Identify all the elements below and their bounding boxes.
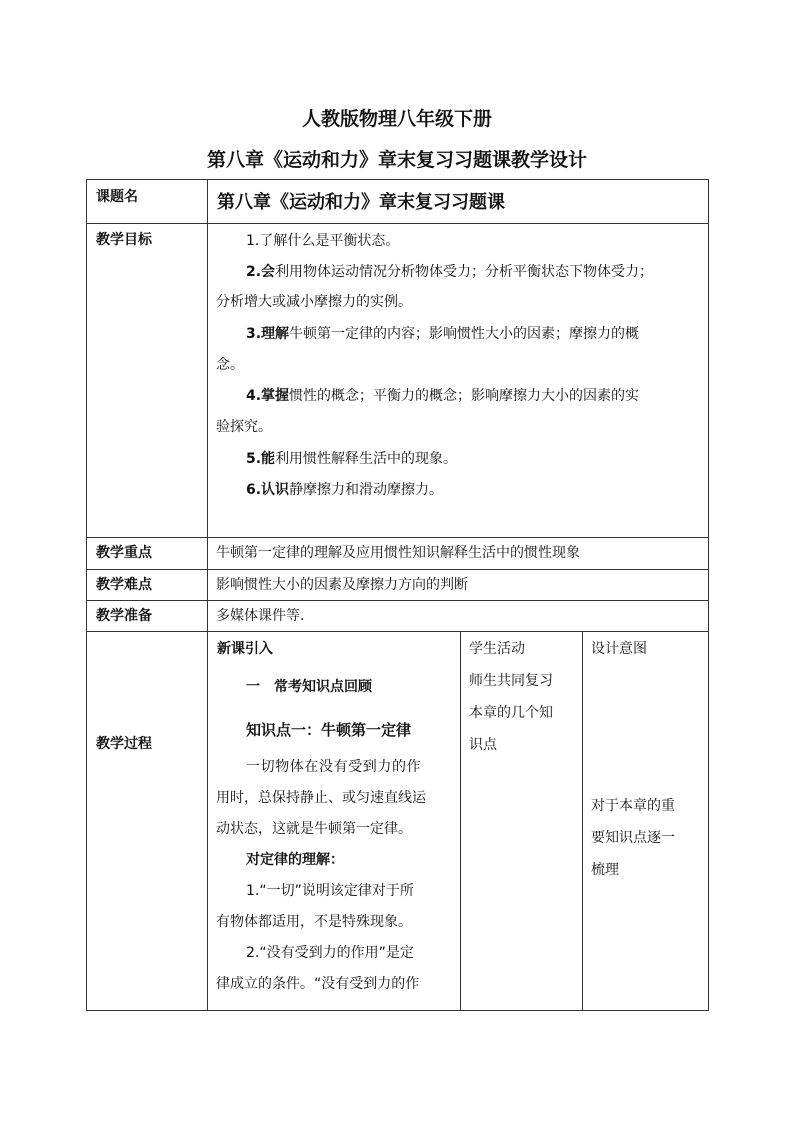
goal-2-text: 利用物体运动情况分析物体受力；分析平衡状态下物体受力； <box>275 264 654 280</box>
process-section-heading: 一 常考知识点回顾 <box>246 679 372 695</box>
column-border <box>582 631 583 1011</box>
goal-6-text: 静摩擦力和滑动摩擦力。 <box>289 482 444 498</box>
process-label: 教学过程 <box>96 736 152 752</box>
topic-value: 第八章《运动和力》章末复习习题课 <box>217 192 505 213</box>
topic-label: 课题名 <box>96 189 138 205</box>
column-border <box>460 631 461 1011</box>
document-title: 人教版物理八年级下册 <box>301 108 492 130</box>
law-text-line: 一切物体在没有受到力的作 <box>246 759 422 775</box>
goal-1 <box>246 231 399 251</box>
goal-4-prefix: 4.掌握 <box>246 388 290 404</box>
goal-6 <box>246 480 443 500</box>
prep-value: 多媒体课件等. <box>216 608 305 624</box>
prep-label: 教学准备 <box>96 608 152 624</box>
goal-3-text: 牛顿第一定律的内容；影响惯性大小的因素；摩擦力的概 <box>289 326 640 342</box>
goal-2-prefix: 2.会 <box>246 264 276 280</box>
column-border <box>207 179 208 1011</box>
student-activity-text: 本章的几个知 <box>469 705 553 721</box>
goal-5 <box>246 449 457 469</box>
understanding-point-1: 1.“一切”说明该定律对于所 <box>246 883 414 899</box>
goal-2 <box>246 262 653 282</box>
key-value: 牛顿第一定律的理解及应用惯性知识解释生活中的惯性现象 <box>216 545 580 561</box>
row-border <box>86 1010 709 1011</box>
goal-3-prefix: 3.理解 <box>246 326 290 342</box>
row-border <box>86 537 709 538</box>
design-intent-text: 要知识点逐一 <box>591 830 675 846</box>
goals-label: 教学目标 <box>96 232 152 248</box>
key-label: 教学重点 <box>96 545 152 561</box>
row-border <box>86 223 709 224</box>
goal-4-continued: 验探究。 <box>216 419 272 435</box>
goal-5-text: 利用惯性解释生活中的现象。 <box>275 451 458 467</box>
goal-1-text: 1.了解什么是平衡状态。 <box>246 233 400 249</box>
student-activity-text: 师生共同复习 <box>469 673 553 689</box>
law-text-line: 用时，总保持静止、或匀速直线运 <box>216 790 426 806</box>
column-border <box>708 179 709 1011</box>
goal-4-text: 惯性的概念；平衡力的概念；影响摩擦力大小的因素的实 <box>289 388 640 404</box>
row-border <box>86 569 709 570</box>
row-border <box>86 179 709 180</box>
document-subtitle: 第八章《运动和力》章末复习习题课教学设计 <box>206 149 587 171</box>
understanding-heading: 对定律的理解： <box>246 852 344 868</box>
row-border <box>86 631 709 632</box>
law-text-line: 动状态，这就是牛顿第一定律。 <box>216 821 412 837</box>
goal-3 <box>246 324 639 344</box>
design-intent-text: 梳理 <box>591 862 619 878</box>
goal-4 <box>246 386 639 406</box>
understanding-point-2-continued: 律成立的条件。“没有受到力的作 <box>216 976 420 992</box>
goal-5-prefix: 5.能 <box>246 451 276 467</box>
goal-6-prefix: 6.认识 <box>246 482 290 498</box>
student-activity-text: 识点 <box>469 737 497 753</box>
design-intent-heading: 设计意图 <box>591 641 647 657</box>
knowledge-point-heading: 知识点一：牛顿第一定律 <box>246 721 412 739</box>
column-border <box>86 179 87 1011</box>
difficulty-label: 教学难点 <box>96 577 152 593</box>
understanding-point-1-continued: 有物体都适用，不是特殊现象。 <box>216 914 412 930</box>
goal-3-continued: 念。 <box>216 357 244 373</box>
row-border <box>86 600 709 601</box>
design-intent-text: 对于本章的重 <box>591 798 675 814</box>
process-intro: 新课引入 <box>217 641 273 657</box>
difficulty-value: 影响惯性大小的因素及摩擦力方向的判断 <box>216 577 468 593</box>
goal-2-continued: 分析增大或减小摩擦力的实例。 <box>216 294 412 310</box>
understanding-point-2: 2.“没有受到力的作用”是定 <box>246 945 414 961</box>
student-activity-heading: 学生活动 <box>469 641 525 657</box>
